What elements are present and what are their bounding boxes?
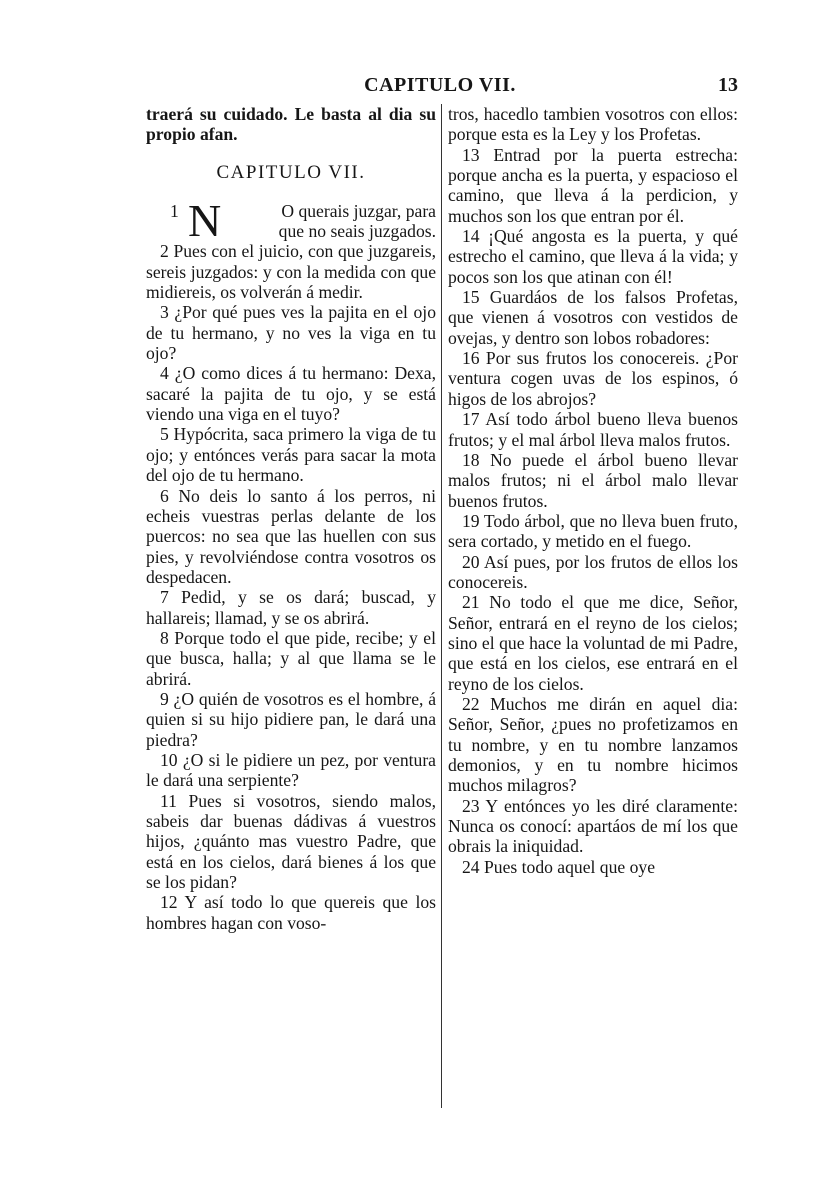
verse: 17 Así todo árbol bueno lleva buenos frutos; y el mal árbol lleva malos frutos. (448, 409, 738, 450)
page-number: 13 (718, 74, 738, 96)
drop-cap: N (188, 194, 222, 246)
verse-continuation: tros, hacedlo tambien vosotros con ellos: porque esta es la Ley y los Profetas. (448, 104, 738, 145)
carryover-text: traerá su cuidado. Le basta al dia su propio afan. (146, 104, 436, 145)
chapter-heading: CAPITULO VII. (216, 161, 366, 183)
verse: 7 Pedid, y se os dará; buscad, y hallareis; llamad, y se os abrirá. (146, 587, 436, 628)
verse: 22 Muchos me dirán en aquel dia: Señor, Señor, ¿pues no profetizamos en tu nombre, y en tu nombre lanzamos demonios, y en tu nombre hicimos muchos milagros? (448, 693, 738, 796)
verse: 8 Porque todo el que pide, recibe; y el que busca, halla; y al que llama se le abrirá. (146, 627, 436, 689)
verse: 21 No todo el que me dice, Señor, Señor, entrará en el reyno de los cielos; sino el que hace la voluntad de mi Padre, que está en los cielos, ese entrará en el reyno de los cielos. (448, 592, 738, 694)
verse: 3 ¿Por qué pues ves la pajita en el ojo de tu hermano, y no ves la viga en tu ojo? (146, 302, 436, 364)
verse: 16 Por sus frutos los conocereis. ¿Por ventura cogen uvas de los espinos, ó higos de los abrojos? (448, 348, 738, 409)
verse: 20 Así pues, por los frutos de ellos los conocereis. (448, 551, 738, 592)
verse: 12 Y así todo lo que quereis que los hombres hagan con voso- (146, 892, 436, 933)
verse-1-line-1: O querais juzgar, para (281, 200, 436, 221)
right-column (448, 104, 738, 877)
verse-1-line-2: que no seais juzgados. (278, 221, 436, 242)
verse: 6 No deis lo santo á los perros, ni echeis vuestras perlas delante de los puercos: no sea que las huellen con sus pies, y revolviéndose contra vosotros os despedacen. (146, 485, 436, 587)
verse: 5 Hypócrita, saca primero la viga de tu ojo; y entónces verás para sacar la mota del ojo de tu hermano. (146, 424, 436, 486)
verse: 4 ¿O como dices á tu hermano: Dexa, sacaré la pajita de tu ojo, y se está viendo una viga en el tuyo? (146, 363, 436, 425)
running-head (140, 74, 740, 102)
verse: 15 Guardáos de los falsos Profetas, que vienen á vosotros con vestidos de ovejas, y dentro son lobos robadores: (448, 287, 738, 348)
verse: 10 ¿O si le pidiere un pez, por ventura le dará una serpiente? (146, 749, 436, 791)
verse: 18 No puede el árbol bueno llevar malos frutos; ni el árbol malo llevar buenos frutos. (448, 449, 738, 511)
verse: 24 Pues todo aquel que oye (462, 856, 656, 877)
column-divider (441, 104, 442, 1108)
verse: 14 ¡Qué angosta es la puerta, y qué estrecho el camino, que lleva á la vida; y pocos son los que atinan con él! (448, 226, 738, 287)
verse-1 (146, 194, 436, 246)
left-column (146, 104, 436, 933)
verse: 19 Todo árbol, que no lleva buen fruto, sera cortado, y metido en el fuego. (448, 510, 738, 552)
verse: 13 Entrad por la puerta estrecha: porque ancha es la puerta, y espacioso el camino, que lleva á la perdicion, y muchos son los que entran por él. (448, 144, 738, 226)
verse: 9 ¿O quién de vosotros es el hombre, á quien si su hijo pidiere pan, le dará una piedra? (146, 688, 436, 750)
running-title: CAPITULO VII. (364, 74, 516, 96)
verse-number: 1 (170, 200, 179, 221)
verse: 23 Y entónces yo les diré claramente: Nunca os conocí: apartáos de mí los que obrais la iniquidad. (448, 795, 738, 857)
verse: 2 Pues con el juicio, con que juzgareis, sereis juzgados: y con la medida con que midiereis, os volverán á medir. (146, 241, 436, 303)
verse: 11 Pues si vosotros, siendo malos, sabeis dar buenas dádivas á vuestros hijos, ¿quánto mas vuestro Padre, que está en los cielos, dará bienes á los que se los pidan? (146, 790, 436, 893)
